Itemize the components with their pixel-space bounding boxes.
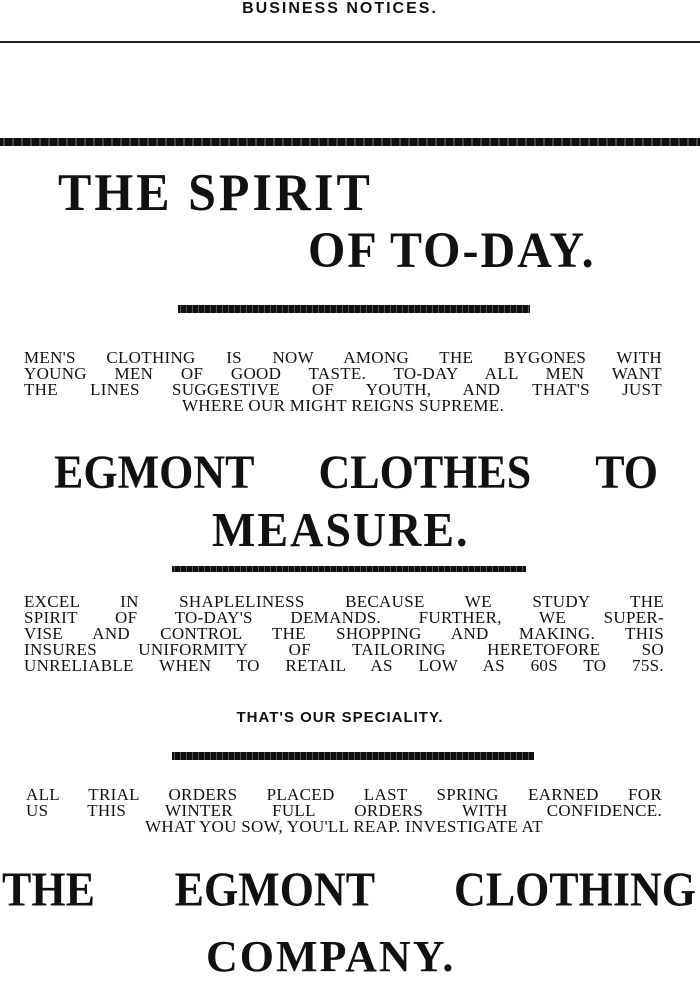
quality-line-3: VISE AND CONTROL THE SHOPPING AND MAKING. THIS: [24, 624, 664, 643]
headline-line-1: THE SPIRIT: [58, 162, 373, 222]
speciality-line: THAT'S OUR SPECIALITY.: [236, 709, 444, 726]
orders-line-1: ALL TRIAL ORDERS PLACED LAST SPRING EARNED FOR: [26, 785, 662, 804]
orders-line-3: WHAT YOU SOW, YOU'LL REAP. INVESTIGATE AT: [145, 817, 543, 836]
product-line-2: MEASURE.: [212, 502, 470, 557]
section-heading: BUSINESS NOTICES.: [242, 0, 438, 17]
intro-line-2: YOUNG MEN OF GOOD TASTE. TO-DAY ALL MEN WANT: [24, 364, 662, 383]
company-line-2: COMPANY.: [206, 932, 456, 981]
quality-paragraph: [24, 594, 664, 674]
quality-line-5: UNRELIABLE WHEN TO RETAIL AS LOW AS 60S TO 75S.: [24, 656, 664, 675]
headline-line-2: OF TO-DAY.: [308, 222, 596, 279]
quality-line-1: EXCEL IN SHAPLELINESS BECAUSE WE STUDY THE: [24, 592, 664, 611]
divider-rule-2: [172, 566, 526, 572]
intro-line-3: THE LINES SUGGESTIVE OF YOUTH, AND THAT'S JUST: [24, 380, 662, 399]
quality-line-2: SPIRIT OF TO-DAY'S DEMANDS. FURTHER, WE SUPER-: [24, 608, 664, 627]
header-rule: [0, 41, 700, 43]
divider-rule-3: [172, 752, 534, 760]
intro-paragraph: [24, 350, 662, 414]
quality-line-4: INSURES UNIFORMITY OF TAILORING HERETOFORE SO: [24, 640, 664, 659]
orders-paragraph: [26, 787, 662, 835]
orders-line-2: US THIS WINTER FULL ORDERS WITH CONFIDENCE.: [26, 801, 662, 820]
product-line-1: EGMONT CLOTHES TO: [54, 445, 658, 499]
intro-line-4: WHERE OUR MIGHT REIGNS SUPREME.: [181, 396, 505, 415]
advert-top-border: [0, 138, 700, 146]
divider-rule-1: [178, 305, 530, 313]
company-line-1: THE EGMONT CLOTHING: [2, 862, 696, 917]
intro-line-1: MEN'S CLOTHING IS NOW AMONG THE BYGONES WITH: [24, 348, 662, 367]
